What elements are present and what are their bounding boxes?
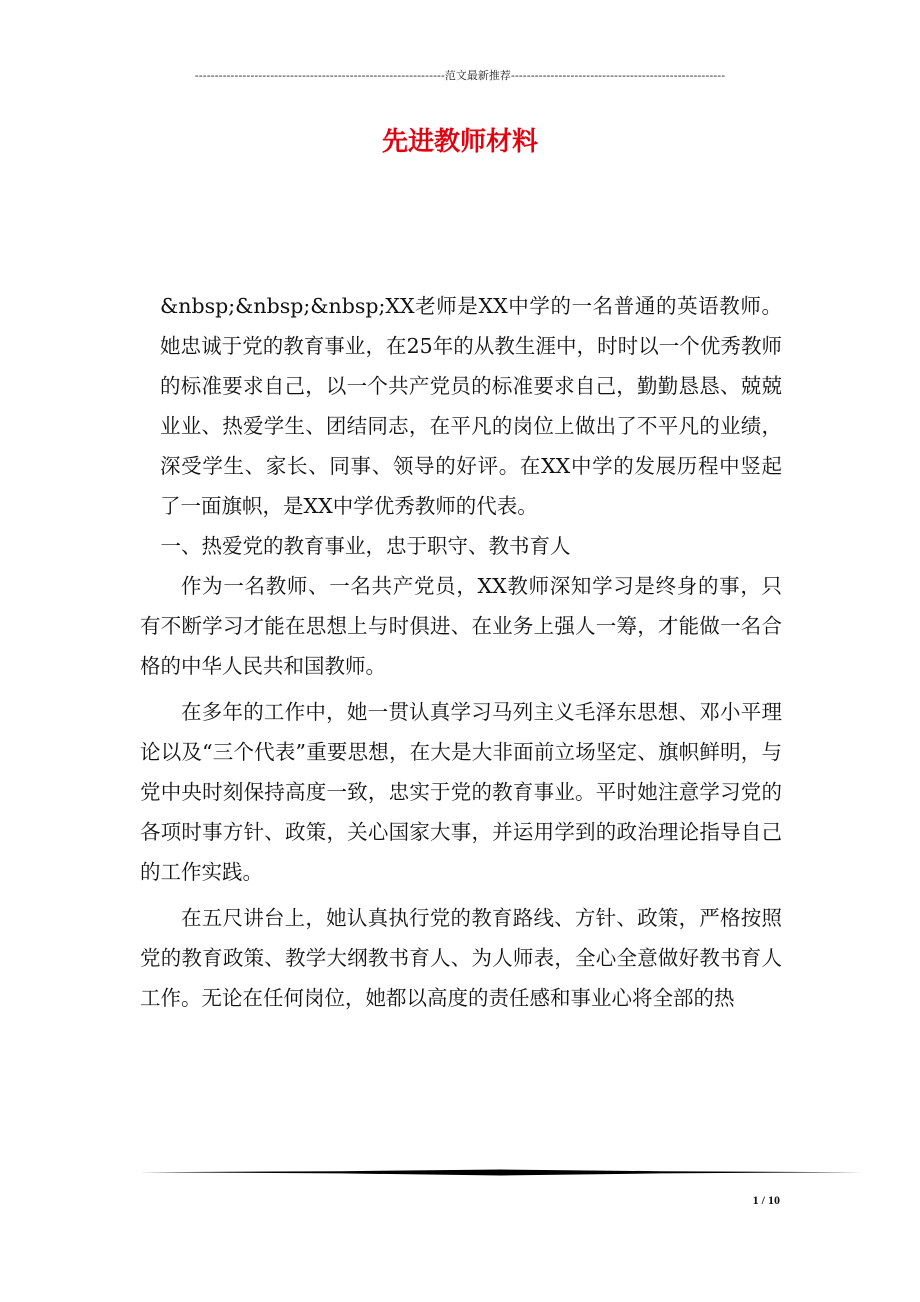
document-title: 先进教师材料 [381,127,538,157]
intro-paragraph: &nbsp;&nbsp;&nbsp;XX老师是XX中学的一名普通的英语教师。她忠诚于党的教育事业，在25年的从教生涯中，时时以一个优秀教师的标准要求自己，以一个共产党员的标准要求自己，勤勤恳恳、兢兢业业、热爱学生、团结同志，在平凡的岗位上做出了不平凡的业绩，深受学生、家长、同事、领导的好评。在XX中学的发展历程中竖起了一面旗帜，是XX中学优秀教师的代表。 [160,294,782,518]
header-banner: ---------------------------------------------------------------范文最新推荐------------------------------------------------------ [194,69,726,82]
body-paragraph: 在五尺讲台上，她认真执行党的教育路线、方针、政策，严格按照党的教育政策、教学大纲教书育人、为人师表，全心全意做好教书育人工作。无论在任何岗位，她都以高度的责任感和事业心将全部的热 [140,906,782,1010]
body-paragraph: 作为一名教师、一名共产党员，XX教师深知学习是终身的事，只有不断学习才能在思想上与时俱进、在业务上强人一筹，才能做一名合格的中华人民共和国教师。 [140,574,782,678]
page-indicator: 1 / 10 [752,1193,780,1207]
document-body [140,286,782,1018]
section-heading: 一、热爱党的教育事业，忠于职守、教书育人 [160,534,571,558]
footer-divider [140,1168,862,1178]
body-paragraph: 在多年的工作中，她一贯认真学习马列主义毛泽东思想、邓小平理论以及“三个代表”重要思想，在大是大非面前立场坚定、旗帜鲜明，与党中央时刻保持高度一致，忠实于党的教育事业。平时她注意学习党的各项时事方针、政策，关心国家大事，并运用学到的政治理论指导自己的工作实践。 [140,700,782,884]
